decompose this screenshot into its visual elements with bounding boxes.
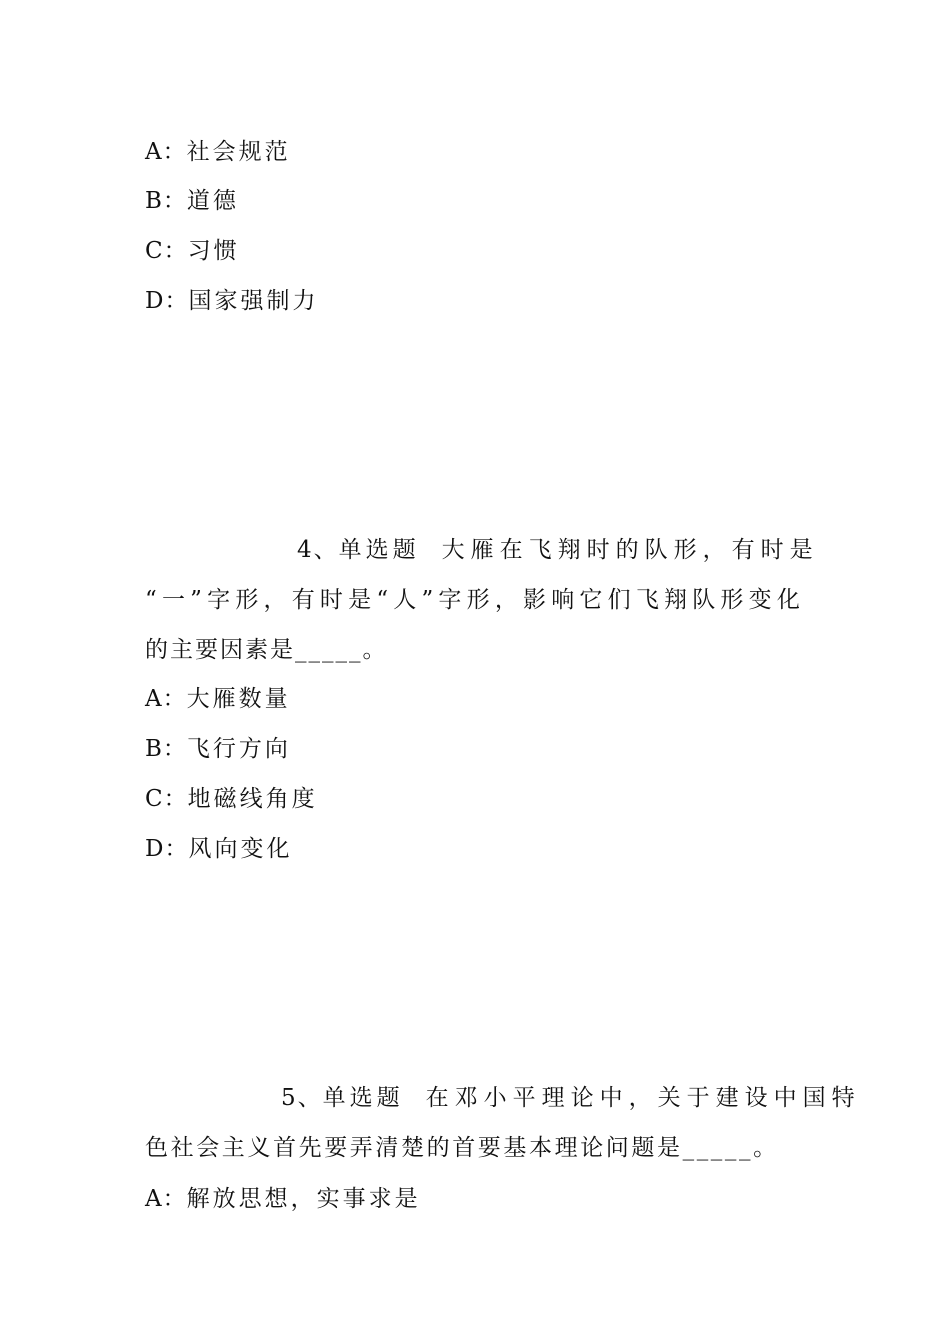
question-number: 4、 bbox=[297, 537, 339, 563]
question-text: 大雁在飞翔时的队形，有时是 bbox=[441, 537, 819, 563]
q4-stem-line3: 的主要因素是_____。 bbox=[145, 637, 388, 663]
option-text: 社会规范 bbox=[186, 139, 291, 165]
q4-stem-line2: “一”字形，有时是“人”字形，影响它们飞翔队形变化 bbox=[145, 587, 806, 613]
q3-option-a bbox=[145, 137, 291, 167]
q4-option-b bbox=[145, 734, 291, 764]
option-text: 地磁线角度 bbox=[187, 786, 318, 812]
option-letter: D： bbox=[145, 836, 189, 862]
q3-option-c bbox=[145, 236, 240, 266]
q3-option-b bbox=[145, 186, 239, 216]
option-text: 大雁数量 bbox=[186, 686, 291, 712]
q4-option-a bbox=[145, 684, 291, 714]
option-letter: A： bbox=[145, 1186, 187, 1212]
option-text: 道德 bbox=[186, 188, 239, 214]
q5-stem-line1 bbox=[281, 1083, 861, 1113]
option-text: 国家强制力 bbox=[188, 288, 319, 314]
option-text: 习惯 bbox=[187, 238, 240, 264]
question-type: 单选题 bbox=[322, 1085, 404, 1111]
question-text: 在邓小平理论中，关于建设中国特 bbox=[425, 1085, 861, 1111]
q4-stem-line1 bbox=[297, 535, 819, 565]
option-text: 风向变化 bbox=[188, 836, 293, 862]
q4-option-d bbox=[145, 834, 292, 864]
question-type: 单选题 bbox=[338, 537, 420, 563]
option-letter: C： bbox=[145, 786, 188, 812]
q3-option-d bbox=[145, 286, 318, 316]
option-letter: B： bbox=[145, 736, 187, 762]
option-letter: A： bbox=[145, 139, 187, 165]
option-letter: D： bbox=[145, 288, 189, 314]
q5-option-a bbox=[145, 1184, 421, 1214]
option-letter: A： bbox=[145, 686, 187, 712]
question-number: 5、 bbox=[281, 1085, 323, 1111]
option-letter: C： bbox=[145, 238, 188, 264]
q5-stem-line2: 色社会主义首先要弄清楚的首要基本理论问题是_____。 bbox=[145, 1135, 779, 1161]
option-text: 解放思想，实事求是 bbox=[186, 1186, 421, 1212]
option-letter: B： bbox=[145, 188, 187, 214]
option-text: 飞行方向 bbox=[186, 736, 291, 762]
q4-option-c bbox=[145, 784, 318, 814]
